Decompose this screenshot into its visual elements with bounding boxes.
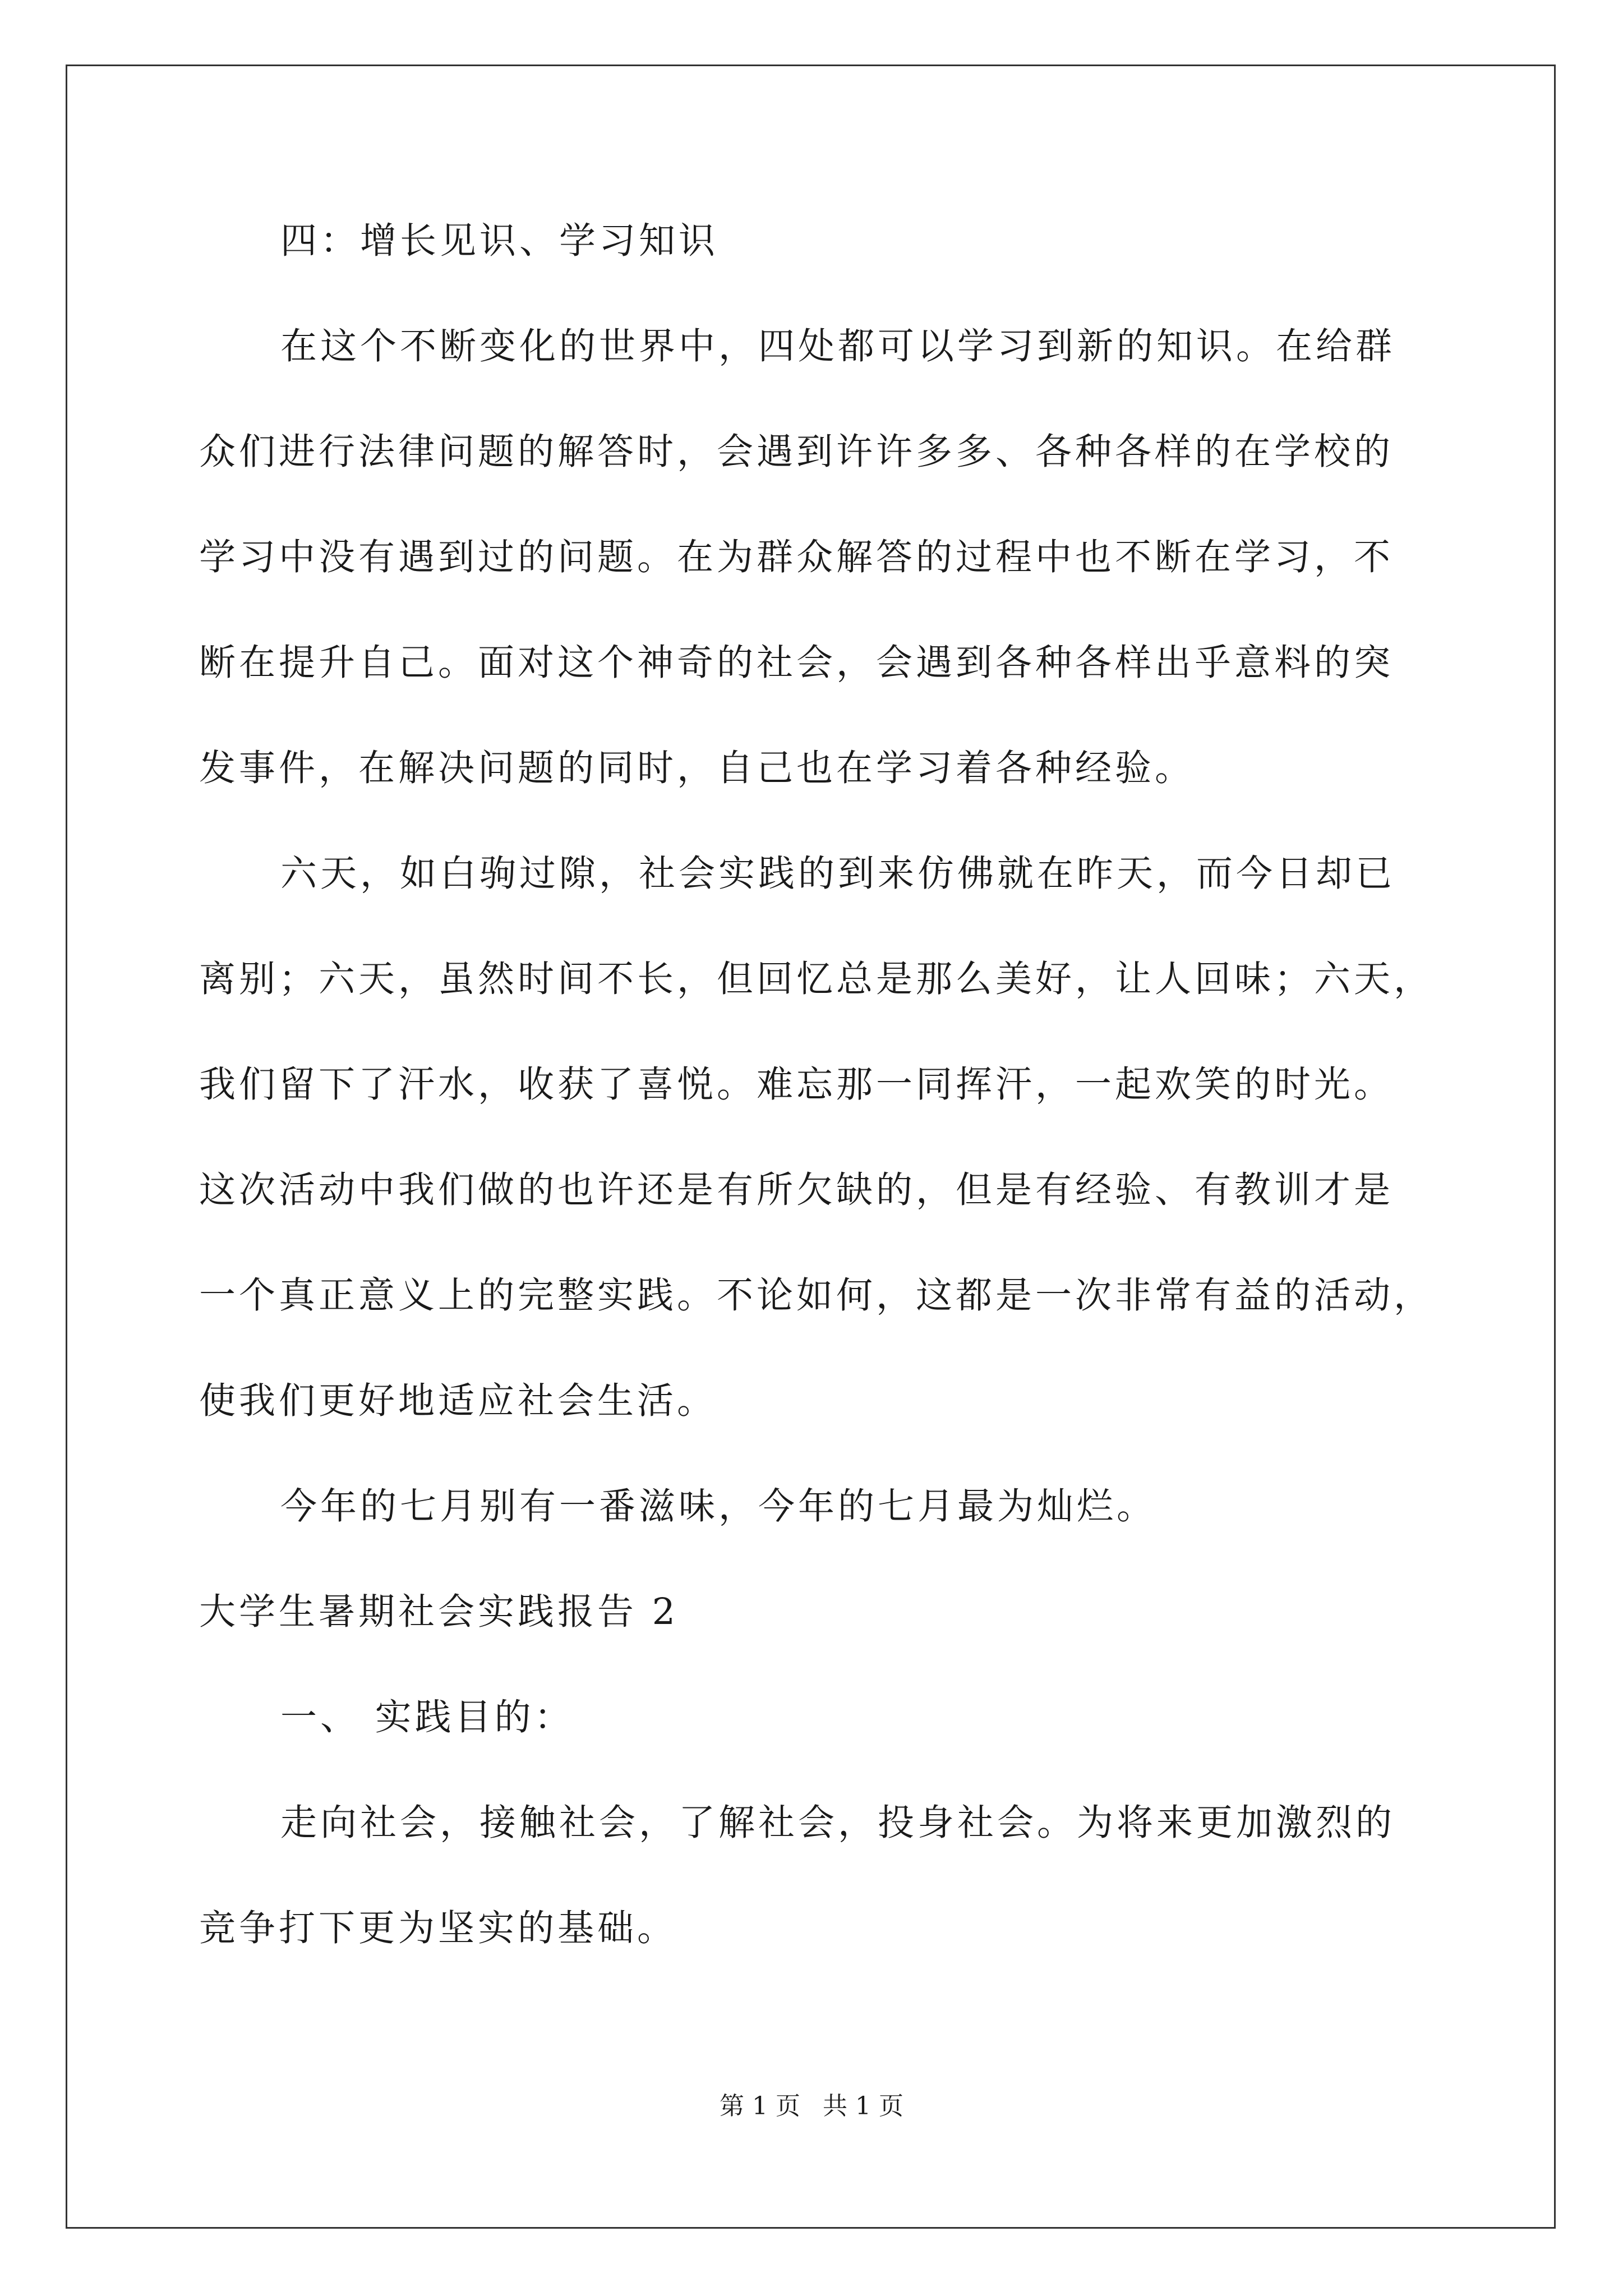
- section-heading: 四：增长见识、学习知识: [280, 220, 719, 262]
- paragraph-line: 众们进行法律问题的解答时，会遇到许许多多、各种各样的在学校的: [199, 431, 1394, 473]
- paragraph-line: 使我们更好地适应社会生活。: [199, 1380, 717, 1422]
- page-footer: [0, 2090, 1623, 2123]
- paragraph-line: 我们留下了汗水，收获了喜悦。难忘那一同挥汗，一起欢笑的时光。: [199, 1064, 1394, 1106]
- paragraph-line: 断在提升自己。面对这个神奇的社会，会遇到各种各样出乎意料的突: [199, 642, 1394, 684]
- paragraph-line: 这次活动中我们做的也许还是有所欠缺的，但是有经验、有教训才是: [199, 1169, 1394, 1211]
- paragraph-line: 竞争打下更为坚实的基础。: [199, 1907, 677, 1949]
- report-title: 大学生暑期社会实践报告 2: [199, 1591, 679, 1633]
- paragraph-line: 离别；六天，虽然时间不长，但回忆总是那么美好，让人回味；六天，: [199, 958, 1434, 1000]
- paragraph-line: 走向社会，接触社会，了解社会，投身社会。为将来更加激烈的: [280, 1802, 1396, 1844]
- paragraph-line: 学习中没有遇到过的问题。在为群众解答的过程中也不断在学习，不: [199, 536, 1394, 578]
- paragraph-line: 在这个不断变化的世界中，四处都可以学习到新的知识。在给群: [280, 325, 1396, 367]
- paragraph-line: 今年的七月别有一番滋味，今年的七月最为灿烂。: [280, 1485, 1157, 1527]
- paragraph-line: 六天，如白驹过隙，社会实践的到来仿佛就在昨天，而今日却已: [280, 853, 1396, 895]
- page-number: 第 1 页: [720, 2092, 800, 2120]
- paragraph-line: 一个真正意义上的完整实践。不论如何，这都是一次非常有益的活动，: [199, 1274, 1434, 1317]
- document-body: [199, 216, 1433, 1954]
- section-heading: 一、 实践目的：: [280, 1696, 574, 1738]
- paragraph-line: 发事件，在解决问题的同时，自己也在学习着各种经验。: [199, 747, 1195, 789]
- page-total: 共 1 页: [823, 2092, 903, 2120]
